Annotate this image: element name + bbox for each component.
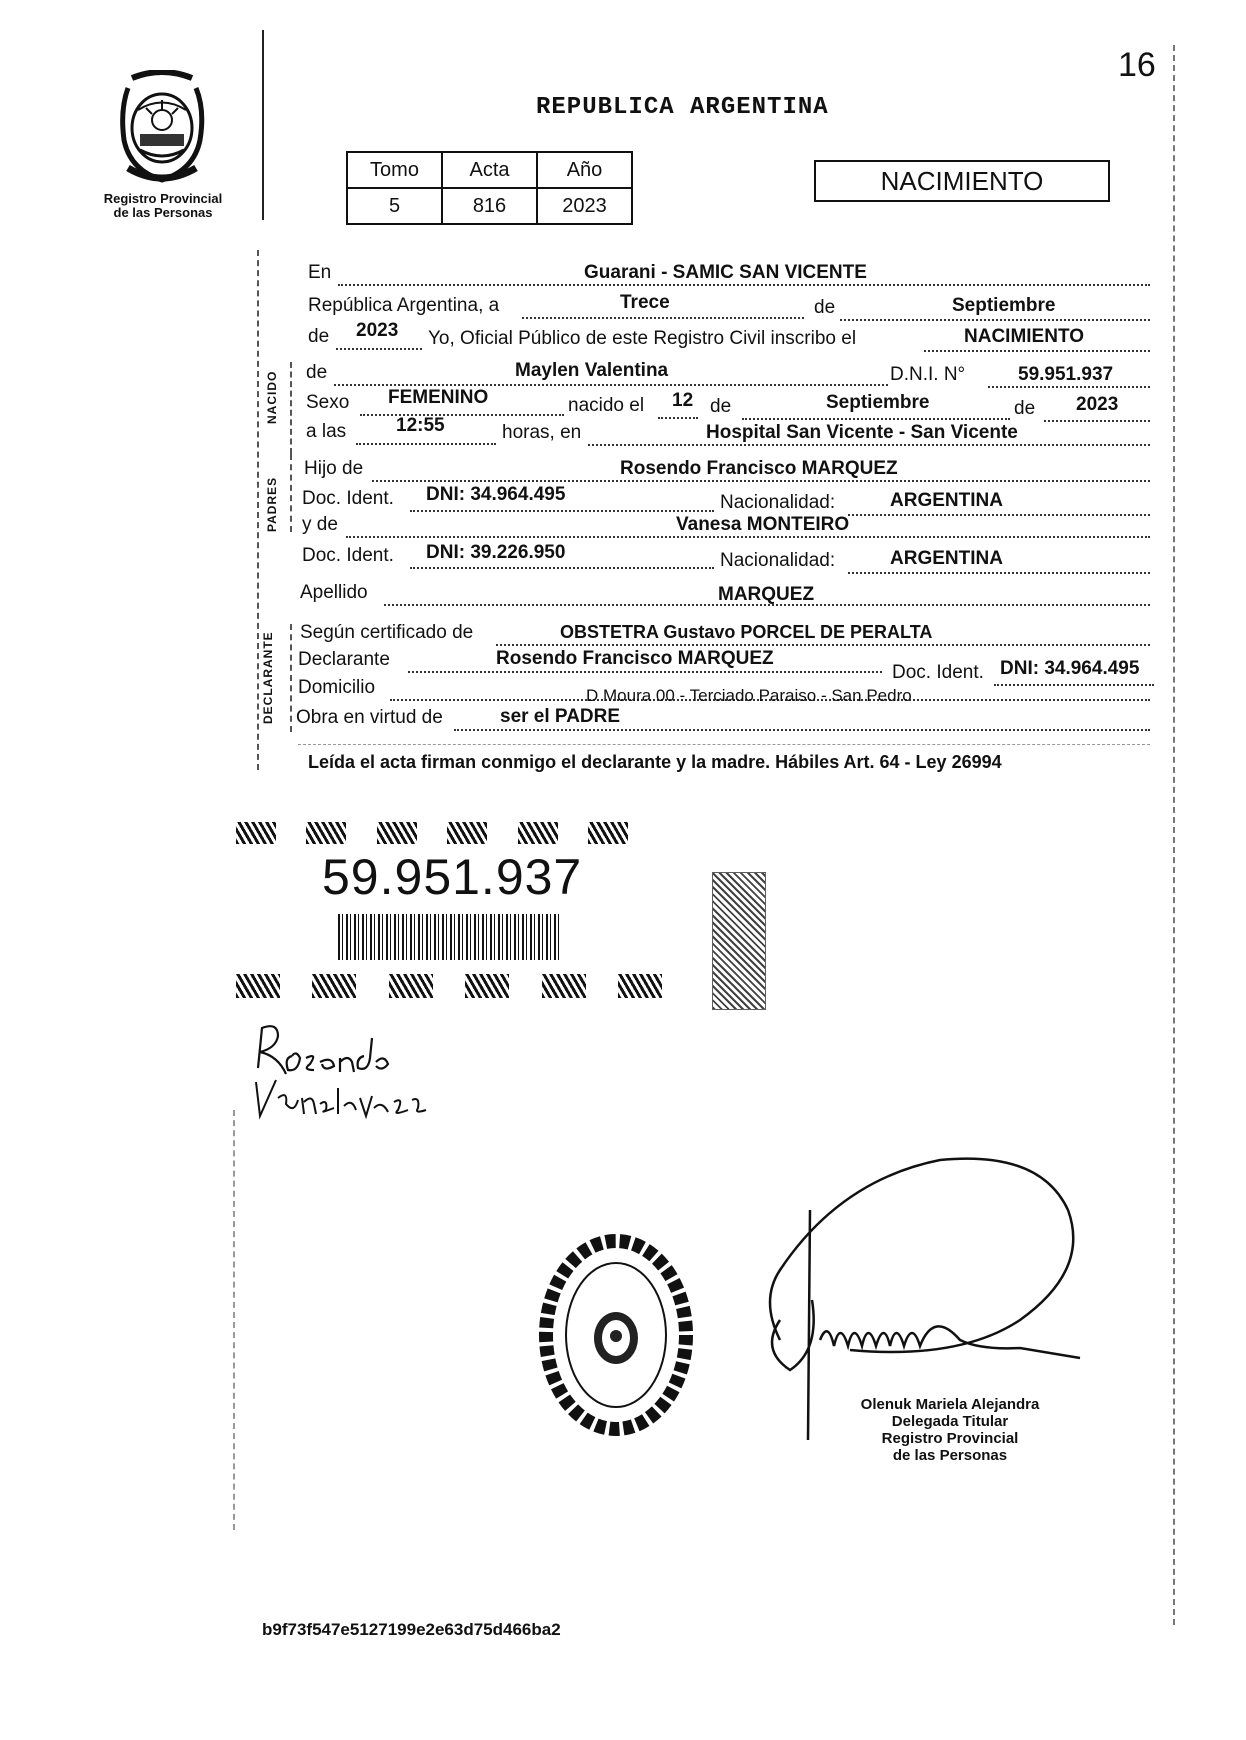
- dotted-line: [336, 348, 422, 350]
- field-value-obra: ser el PADRE: [500, 706, 621, 727]
- section-label-padres: PADRES: [265, 476, 279, 532]
- table-value-anio: 2023: [537, 188, 632, 224]
- field-label-de-name: de: [306, 362, 328, 383]
- official-stamp: [830, 1396, 1070, 1464]
- dotted-line: [410, 567, 714, 569]
- field-label-obra: Obra en virtud de: [296, 707, 443, 728]
- margin-line: [262, 30, 264, 220]
- field-label-segun: Según certificado de: [300, 622, 474, 643]
- section-label-declarante: DECLARANTE: [261, 631, 275, 724]
- field-label-de-b: de: [1014, 398, 1036, 419]
- record-table: [346, 151, 633, 225]
- section-bracket: [290, 624, 292, 732]
- dotted-line: [994, 684, 1154, 686]
- field-label-horas: horas, en: [502, 422, 582, 443]
- field-value-time: 12:55: [396, 415, 445, 436]
- field-label-hijo: Hijo de: [304, 458, 364, 479]
- field-label-sexo: Sexo: [306, 392, 350, 413]
- barcode: [338, 914, 560, 960]
- dotted-line: [356, 443, 496, 445]
- field-label-doc: Doc. Ident.: [302, 545, 394, 566]
- table-header-tomo: Tomo: [347, 152, 442, 188]
- dotted-line: [496, 644, 1150, 646]
- barcode-number: 59.951.937: [322, 849, 583, 905]
- dotted-line: [988, 386, 1150, 388]
- field-value-apellido: MARQUEZ: [718, 584, 815, 605]
- provincial-emblem: [110, 70, 215, 185]
- dotted-line: [360, 414, 564, 416]
- field-value-act: NACIMIENTO: [964, 326, 1084, 347]
- margin-line: [233, 1110, 235, 1530]
- dotted-line: [848, 514, 1150, 516]
- field-value-declarante: Rosendo Francisco MARQUEZ: [496, 648, 774, 669]
- field-label-republica: República Argentina, a: [308, 295, 500, 316]
- field-label-en: En: [308, 262, 332, 283]
- table-header-anio: Año: [537, 152, 632, 188]
- field-label-nacido-el: nacido el: [568, 395, 645, 416]
- official-role: Delegada Titular: [891, 1413, 1009, 1430]
- dotted-line: [410, 510, 714, 512]
- document-title: REPUBLICA ARGENTINA: [536, 94, 829, 121]
- field-value-dni: 59.951.937: [1018, 364, 1114, 385]
- dotted-line: [334, 384, 888, 386]
- field-label-de-a: de: [710, 396, 732, 417]
- official-seal: [538, 1232, 694, 1438]
- field-label-doc-ident: Doc. Ident.: [892, 662, 984, 683]
- page-number: 16: [1118, 46, 1156, 84]
- hologram-seal: [712, 872, 766, 1010]
- dotted-line: [454, 729, 1150, 731]
- field-label-nacionalidad: Nacionalidad:: [720, 492, 836, 513]
- field-value-father-nat: ARGENTINA: [890, 490, 1003, 511]
- margin-line: [257, 250, 259, 770]
- field-value-month: Septiembre: [952, 295, 1056, 316]
- official-org2: de las Personas: [892, 1447, 1008, 1464]
- table-value-acta: 816: [442, 188, 537, 224]
- section-bracket: [290, 454, 292, 532]
- field-label-domicilio: Domicilio: [298, 677, 376, 698]
- dotted-line: [338, 284, 1150, 286]
- field-value-mother-doc: DNI: 39.226.950: [426, 542, 566, 563]
- dotted-line: [1044, 420, 1150, 422]
- family-signatures: [248, 1018, 438, 1128]
- table-value-tomo: 5: [347, 188, 442, 224]
- field-value-mother-nat: ARGENTINA: [890, 548, 1003, 569]
- field-value-doc-ident: DNI: 34.964.495: [1000, 658, 1140, 679]
- dotted-line: [588, 444, 1150, 446]
- dotted-line: [742, 418, 1010, 420]
- field-value-mother: Vanesa MONTEIRO: [676, 514, 850, 535]
- field-value-father-doc: DNI: 34.964.495: [426, 484, 566, 505]
- field-value-year: 2023: [356, 320, 399, 341]
- dotted-line: [840, 319, 1150, 321]
- document-type-box: NACIMIENTO: [814, 160, 1110, 202]
- dotted-line: [298, 744, 1150, 745]
- margin-line: [1173, 45, 1175, 1625]
- field-value-birth-year: 2023: [1076, 394, 1119, 415]
- registry-label: Registro Provincial de las Personas: [103, 191, 223, 220]
- dotted-line: [408, 671, 882, 673]
- field-value-place: Hospital San Vicente - San Vicente: [706, 422, 1018, 443]
- dotted-line: [658, 417, 698, 419]
- official-org1: Registro Provincial: [881, 1430, 1019, 1447]
- field-value-day: Trece: [620, 292, 670, 313]
- section-bracket: [290, 362, 292, 454]
- field-value-domicilio: D Moura 00 - Terciado Paraiso - San Pedro: [586, 686, 912, 705]
- dotted-line: [522, 317, 804, 319]
- dotted-line: [372, 480, 1150, 482]
- dotted-line: [346, 536, 1150, 538]
- field-label-declarante: Declarante: [298, 649, 390, 670]
- dotted-line: [924, 350, 1150, 352]
- field-label-de: de: [814, 297, 836, 318]
- field-value-en: Guarani - SAMIC SAN VICENTE: [584, 262, 867, 283]
- security-pattern-top: [236, 822, 686, 848]
- field-label-dni: D.N.I. N°: [890, 364, 966, 385]
- field-label-inscribo: Yo, Oficial Público de este Registro Civil inscribo el: [428, 328, 857, 349]
- closing-text: Leída el acta firman conmigo el declarante y la madre. Hábiles Art. 64 - Ley 26994: [308, 752, 1002, 772]
- dotted-line: [848, 572, 1150, 574]
- document-hash: b9f73f547e5127199e2e63d75d466ba2: [262, 1620, 561, 1639]
- field-label-doc: Doc. Ident.: [302, 488, 394, 509]
- official-name: Olenuk Mariela Alejandra: [860, 1396, 1040, 1413]
- field-value-birth-day: 12: [672, 390, 694, 411]
- field-label-de: de: [308, 326, 330, 347]
- field-value-segun: OBSTETRA Gustavo PORCEL DE PERALTA: [560, 622, 933, 642]
- section-label-nacido: NACIDO: [265, 370, 279, 424]
- field-value-father: Rosendo Francisco MARQUEZ: [620, 458, 898, 479]
- table-header-acta: Acta: [442, 152, 537, 188]
- field-value-name: Maylen Valentina: [515, 360, 669, 381]
- field-label-apellido: Apellido: [300, 582, 368, 603]
- field-label-a-las: a las: [306, 421, 347, 442]
- field-value-sexo: FEMENINO: [388, 387, 489, 408]
- field-label-y-de: y de: [302, 514, 338, 535]
- field-label-nacionalidad: Nacionalidad:: [720, 550, 836, 571]
- security-pattern-bottom: [236, 974, 676, 1000]
- field-value-birth-month: Septiembre: [826, 392, 930, 413]
